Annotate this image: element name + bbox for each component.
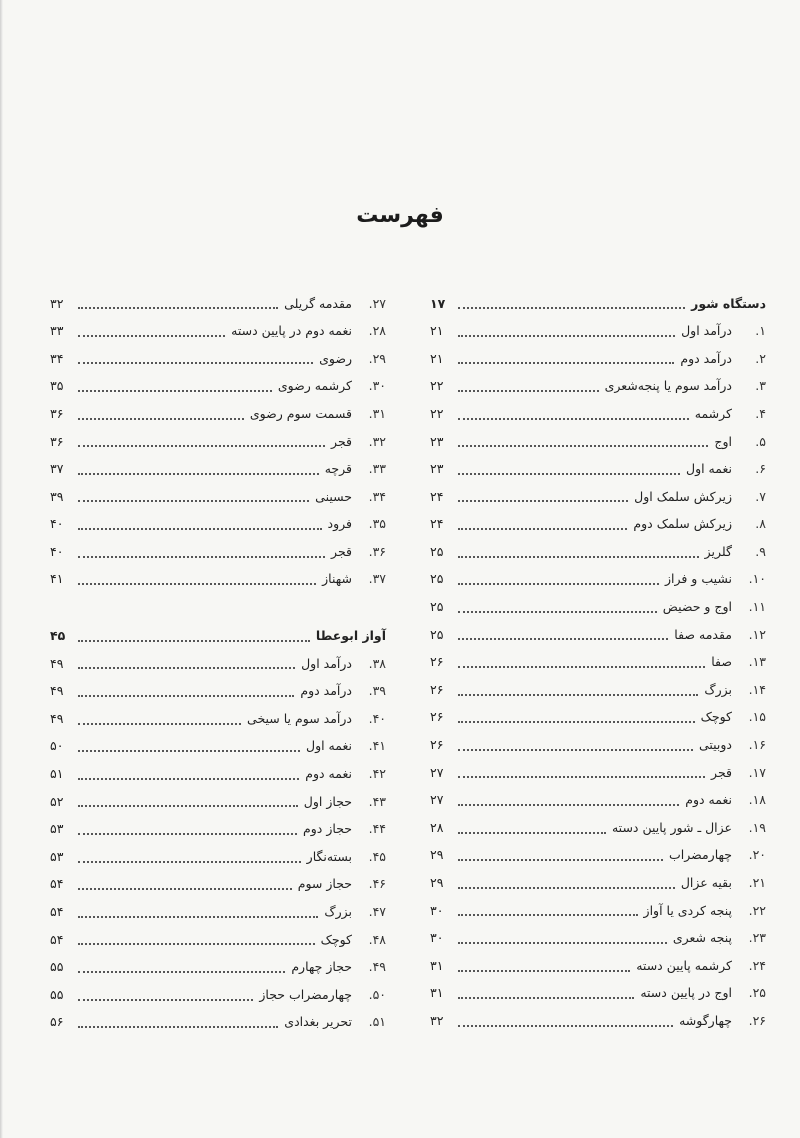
dot-leader: [458, 748, 693, 751]
entry-number: ۲۲.: [748, 902, 766, 918]
entry-number: ۲.: [755, 350, 766, 366]
dot-leader: [78, 499, 309, 502]
page-number: ۵۶: [50, 1014, 64, 1030]
toc-entry[interactable]: [50, 318, 386, 346]
entry-number: ۳.: [755, 378, 766, 394]
toc-entry[interactable]: [50, 705, 386, 733]
dot-leader: [78, 555, 325, 558]
entry-label: گلریز: [704, 543, 732, 559]
page-number: ۵۴: [50, 904, 64, 920]
entry-label: کرشمه پایین دسته: [636, 957, 732, 973]
entry-label: نغمه دوم: [685, 792, 732, 808]
page-number: ۳۴: [50, 350, 64, 366]
dot-leader: [78, 970, 285, 973]
entry-number: ۱۴.: [748, 681, 766, 697]
page-number: ۵۳: [50, 848, 64, 864]
toc-entry[interactable]: [430, 759, 766, 787]
entry-number: ۴۰.: [368, 710, 386, 726]
toc-section-heading[interactable]: [430, 290, 766, 318]
toc-entry[interactable]: [430, 869, 766, 897]
toc-entry[interactable]: [430, 400, 766, 428]
page-number: ۲۶: [430, 654, 444, 670]
entry-number: ۳۷.: [368, 571, 386, 587]
toc-entry[interactable]: [430, 318, 766, 346]
dot-leader: [458, 555, 699, 558]
toc-entry[interactable]: [430, 704, 766, 732]
page-number: ۴۹: [50, 683, 64, 699]
page-number: ۲۶: [430, 737, 444, 753]
toc-entry[interactable]: [430, 621, 766, 649]
entry-label: نشیب و فراز: [664, 571, 732, 587]
page-number: ۲۹: [430, 847, 444, 863]
page-number: ۳۱: [430, 985, 444, 1001]
page-title: فهرست: [356, 203, 444, 228]
dot-leader: [78, 582, 316, 585]
page-number: ۲۷: [430, 764, 444, 780]
page-number: ۵۳: [50, 821, 64, 837]
page-number: ۱۷: [430, 295, 446, 311]
dot-leader: [458, 831, 606, 834]
dot-leader: [458, 389, 599, 392]
entry-label: فرود: [327, 516, 352, 532]
entry-number: ۴۹.: [368, 959, 386, 975]
entry-label: قسمت سوم رضوی: [249, 405, 352, 421]
page-number: ۲۱: [430, 323, 444, 339]
dot-leader: [458, 306, 685, 309]
toc-entry[interactable]: [50, 400, 386, 428]
dot-leader: [78, 666, 295, 669]
entry-number: ۵۰.: [368, 986, 386, 1002]
page-number: ۳۶: [50, 433, 64, 449]
dot-leader: [78, 334, 225, 337]
dot-leader: [78, 860, 301, 863]
toc-entry[interactable]: [430, 428, 766, 456]
dot-leader: [458, 941, 667, 944]
entry-label: اوج و حضیض: [662, 599, 732, 615]
entry-number: ۴۱.: [368, 738, 386, 754]
dot-leader: [458, 693, 698, 696]
page-number: ۳۷: [50, 461, 64, 477]
entry-number: ۱۸.: [748, 792, 766, 808]
toc-entry[interactable]: [430, 952, 766, 980]
toc-entry[interactable]: [50, 290, 386, 318]
dot-leader: [458, 1024, 673, 1027]
page-number: ۳۶: [50, 405, 64, 421]
toc-entry[interactable]: [430, 345, 766, 373]
page-edge-shadow: [0, 0, 3, 1138]
entry-number: ۱۱.: [748, 599, 766, 615]
entry-number: ۲۹.: [368, 350, 386, 366]
entry-label: پنجه کردی یا آواز: [643, 902, 732, 918]
dot-leader: [78, 804, 298, 807]
toc-entry[interactable]: [430, 1007, 766, 1035]
page-number: ۵۱: [50, 766, 64, 782]
toc-entry[interactable]: [50, 981, 386, 1009]
dot-leader: [458, 637, 668, 640]
page-number: ۲۵: [430, 626, 444, 642]
entry-number: ۱۶.: [748, 737, 766, 753]
toc-entry[interactable]: [50, 871, 386, 899]
entry-number: ۱۷.: [748, 764, 766, 780]
page-number: ۲۵: [430, 599, 444, 615]
toc-entry[interactable]: [430, 373, 766, 401]
dot-leader: [458, 334, 675, 337]
toc-entry[interactable]: [430, 814, 766, 842]
dot-leader: [78, 417, 244, 420]
page-number: ۲۴: [430, 516, 444, 532]
dot-leader: [458, 499, 628, 502]
entry-label: تحریر بغدادی: [284, 1014, 352, 1030]
toc-entry[interactable]: [50, 761, 386, 789]
entry-label: حسینی: [315, 488, 352, 504]
entry-number: ۱۹.: [748, 819, 766, 835]
entry-number: ۳۵.: [368, 516, 386, 532]
page-number: ۲۵: [430, 543, 444, 559]
toc-entry[interactable]: [50, 678, 386, 706]
entry-label: عزال ـ شور پایین دسته: [611, 819, 732, 835]
entry-number: ۳۸.: [368, 655, 386, 671]
toc-entry[interactable]: [430, 676, 766, 704]
entry-number: ۱۰.: [748, 571, 766, 587]
entry-label: نغمه اول: [305, 738, 352, 754]
dot-leader: [458, 472, 680, 475]
entry-label: قرچه: [324, 461, 352, 477]
toc-entry[interactable]: [50, 650, 386, 678]
entry-number: ۴۶.: [368, 876, 386, 892]
toc-entry[interactable]: [50, 345, 386, 373]
dot-leader: [458, 775, 705, 778]
toc-entry[interactable]: [50, 373, 386, 401]
entry-number: ۲۵.: [748, 985, 766, 1001]
entry-number: ۲۶.: [748, 1012, 766, 1028]
toc-entry[interactable]: [430, 538, 766, 566]
dot-leader: [78, 527, 322, 530]
toc-entry[interactable]: [50, 733, 386, 761]
entry-label: مقدمه صفا: [674, 626, 732, 642]
entry-label: قجر: [331, 543, 352, 559]
entry-label: رضوی: [319, 350, 352, 366]
dot-leader: [78, 1025, 278, 1028]
toc-entry[interactable]: [50, 816, 386, 844]
dot-leader: [458, 886, 675, 889]
page-number: ۵۰: [50, 738, 64, 754]
toc-entry[interactable]: [50, 843, 386, 871]
entry-label: قجر: [331, 433, 352, 449]
toc-entry[interactable]: [430, 566, 766, 594]
page-number: ۳۱: [430, 957, 444, 973]
entry-label: کرشمه: [694, 405, 732, 421]
page-number: ۵۵: [50, 986, 64, 1002]
page-number: ۳۵: [50, 378, 64, 394]
page-number: ۵۴: [50, 931, 64, 947]
dot-leader: [78, 361, 313, 364]
entry-number: ۴۷.: [368, 904, 386, 920]
entry-label: مقدمه گریلی: [284, 295, 352, 311]
entry-number: ۵۱.: [368, 1014, 386, 1030]
section-gap: [50, 594, 386, 623]
entry-label: نغمه دوم: [305, 766, 352, 782]
entry-number: ۸.: [755, 516, 766, 532]
entry-number: ۱۳.: [748, 654, 766, 670]
entry-number: ۱.: [755, 323, 766, 339]
entry-label: حجاز سوم: [297, 876, 352, 892]
page-number: ۳۰: [430, 930, 444, 946]
page-number: ۴۰: [50, 543, 64, 559]
dot-leader: [458, 665, 705, 668]
dot-leader: [78, 472, 319, 475]
entry-number: ۴.: [755, 405, 766, 421]
entry-number: ۲۸.: [368, 323, 386, 339]
dot-leader: [78, 389, 272, 392]
dot-leader: [78, 777, 299, 780]
entry-label: کوچک: [700, 709, 732, 725]
toc-entry[interactable]: [50, 566, 386, 594]
toc-entry[interactable]: [50, 538, 386, 566]
page-number: ۴۹: [50, 710, 64, 726]
dot-leader: [78, 887, 292, 890]
toc-entry[interactable]: [430, 511, 766, 539]
page-number: ۵۴: [50, 876, 64, 892]
entry-label: کرشمه رضوی: [277, 378, 352, 394]
toc-entry[interactable]: [50, 954, 386, 982]
dot-leader: [458, 913, 638, 916]
entry-number: ۲۷.: [368, 295, 386, 311]
entry-number: ۴۲.: [368, 766, 386, 782]
entry-number: ۲۳.: [748, 930, 766, 946]
toc-entries-right: [430, 318, 766, 1035]
entry-number: ۴۵.: [368, 848, 386, 864]
page-number: ۲۲: [430, 405, 444, 421]
entry-number: ۱۲.: [748, 626, 766, 642]
entry-number: ۴۴.: [368, 821, 386, 837]
page-number: ۴۵: [50, 628, 66, 644]
toc-entry[interactable]: [430, 483, 766, 511]
entry-label: بزرگ: [704, 681, 732, 697]
entry-number: ۴۸.: [368, 931, 386, 947]
entry-label: کوچک: [320, 931, 352, 947]
page-number: ۳۲: [50, 295, 64, 311]
toc-entry[interactable]: [50, 898, 386, 926]
entry-label: پنجه شعری: [672, 930, 732, 946]
dot-leader: [78, 998, 253, 1001]
entry-label: درآمد اول: [681, 323, 732, 339]
entry-label: بسته‌نگار: [306, 848, 352, 864]
dot-leader: [458, 858, 663, 861]
toc-entry[interactable]: [430, 897, 766, 925]
toc-entry[interactable]: [50, 511, 386, 539]
toc-entry[interactable]: [50, 483, 386, 511]
entry-number: ۳۳.: [368, 461, 386, 477]
toc-entries-left-2: [50, 650, 386, 1036]
dot-leader: [458, 417, 689, 420]
dot-leader: [78, 639, 310, 642]
page-number: ۲۵: [430, 571, 444, 587]
section-heading-label: دستگاه شور: [691, 295, 766, 311]
entry-label: نغمه دوم در پایین دسته: [231, 323, 352, 339]
entry-label: درآمد سوم یا پنجه‌شعری: [604, 378, 732, 394]
entry-label: حجاز چهارم: [291, 959, 352, 975]
page-number: ۵۵: [50, 959, 64, 975]
page-number: ۲۸: [430, 819, 444, 835]
dot-leader: [458, 582, 659, 585]
dot-leader: [458, 720, 695, 723]
page-number: ۳۹: [50, 488, 64, 504]
entry-label: شهناز: [322, 571, 352, 587]
page-number: ۲۶: [430, 681, 444, 697]
dot-leader: [458, 444, 708, 447]
entry-label: صفا: [711, 654, 732, 670]
entry-label: بقیه عزال: [680, 875, 732, 891]
dot-leader: [78, 832, 297, 835]
entry-label: بزرگ: [324, 904, 352, 920]
dot-leader: [78, 306, 278, 309]
toc-entry[interactable]: [430, 594, 766, 622]
toc-entry[interactable]: [430, 925, 766, 953]
toc-section-heading[interactable]: [50, 623, 386, 651]
entry-label: درآمد دوم: [300, 683, 352, 699]
entry-number: ۳۰.: [368, 378, 386, 394]
page-number: ۲۲: [430, 378, 444, 394]
entry-number: ۴۳.: [368, 793, 386, 809]
entry-number: ۲۴.: [748, 957, 766, 973]
page-number: ۳۳: [50, 323, 64, 339]
entry-number: ۳۱.: [368, 405, 386, 421]
page-number: ۲۱: [430, 350, 444, 366]
dot-leader: [78, 722, 241, 725]
dot-leader: [458, 803, 679, 806]
dot-leader: [458, 610, 657, 613]
toc-entry[interactable]: [430, 649, 766, 677]
dot-leader: [78, 444, 325, 447]
entry-number: ۲۱.: [748, 875, 766, 891]
toc-entries-left-1: [50, 290, 386, 594]
dot-leader: [78, 694, 294, 697]
entry-label: دوبیتی: [698, 737, 732, 753]
dot-leader: [78, 942, 315, 945]
entry-number: ۳۲.: [368, 433, 386, 449]
entry-label: زیرکش سلمک دوم: [633, 516, 732, 532]
entry-number: ۹.: [755, 543, 766, 559]
entry-label: چهارمضراب: [668, 847, 732, 863]
page-number: ۳۲: [430, 1012, 444, 1028]
entry-label: درآمد دوم: [680, 350, 732, 366]
dot-leader: [78, 749, 300, 752]
page-number: ۴۱: [50, 571, 64, 587]
entry-label: قجر: [711, 764, 732, 780]
toc-entry[interactable]: [430, 842, 766, 870]
entry-number: ۳۶.: [368, 543, 386, 559]
entry-label: حجاز دوم: [303, 821, 352, 837]
section-heading-label: آواز ابوعطا: [315, 628, 386, 644]
entry-number: ۱۵.: [748, 709, 766, 725]
page-number: ۴۹: [50, 655, 64, 671]
page-number: ۲۴: [430, 488, 444, 504]
entry-number: ۶.: [755, 461, 766, 477]
toc-entry[interactable]: [50, 428, 386, 456]
page-number: ۳۰: [430, 902, 444, 918]
page-number: ۵۲: [50, 793, 64, 809]
dot-leader: [458, 527, 627, 530]
toc-entry[interactable]: [430, 456, 766, 484]
entry-label: چهارمضراب حجاز: [259, 986, 352, 1002]
dot-leader: [78, 915, 318, 918]
toc-entry[interactable]: [50, 788, 386, 816]
entry-label: اوج: [714, 433, 732, 449]
page-number: ۲۶: [430, 709, 444, 725]
toc-right-column: [430, 290, 766, 1035]
entry-number: ۲۰.: [748, 847, 766, 863]
entry-label: اوج در پایین دسته: [640, 985, 732, 1001]
entry-label: چهارگوشه: [679, 1012, 732, 1028]
dot-leader: [458, 996, 634, 999]
entry-label: حجاز اول: [303, 793, 352, 809]
page-number: ۲۳: [430, 461, 444, 477]
entry-label: زیرکش سلمک اول: [634, 488, 732, 504]
entry-label: نغمه اول: [685, 461, 732, 477]
dot-leader: [458, 361, 674, 364]
page-number: ۴۰: [50, 516, 64, 532]
page-number: ۲۳: [430, 433, 444, 449]
entry-number: ۳۴.: [368, 488, 386, 504]
toc-entry[interactable]: [50, 456, 386, 484]
toc-entry[interactable]: [430, 732, 766, 760]
entry-number: ۷.: [755, 488, 766, 504]
dot-leader: [458, 969, 630, 972]
toc-entry[interactable]: [430, 787, 766, 815]
toc-left-column: [50, 290, 386, 1036]
toc-entry[interactable]: [50, 926, 386, 954]
entry-label: درآمد سوم یا سیخی: [247, 710, 352, 726]
page-number: ۲۷: [430, 792, 444, 808]
entry-number: ۳۹.: [368, 683, 386, 699]
entry-label: درآمد اول: [301, 655, 352, 671]
page-number: ۲۹: [430, 875, 444, 891]
entry-number: ۵.: [755, 433, 766, 449]
toc-entry[interactable]: [430, 980, 766, 1008]
toc-entry[interactable]: [50, 1009, 386, 1037]
